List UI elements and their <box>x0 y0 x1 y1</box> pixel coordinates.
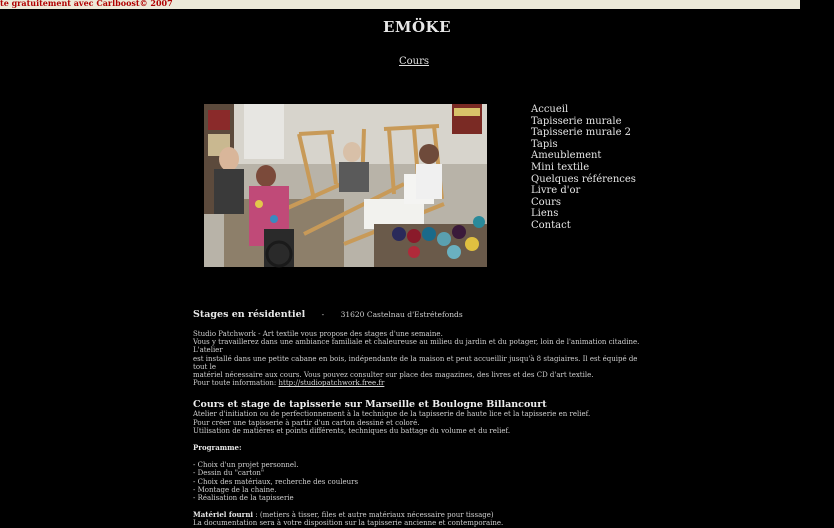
studio-patchwork-link[interactable]: http://studiopatchwork.free.fr <box>278 379 385 388</box>
nav-item-tapisserie-murale-2[interactable]: Tapisserie murale 2 <box>531 127 632 139</box>
stages-title: Stages en résidentiel <box>193 309 306 320</box>
cours-section-link[interactable]: Cours <box>398 56 430 67</box>
main-content <box>193 311 653 528</box>
cours-line: Utilisation de matières et points différents, techniques du battage du volume et du relief. <box>193 426 511 435</box>
main-nav <box>531 104 636 232</box>
nav-item-accueil[interactable]: Accueil <box>531 104 569 115</box>
nav-item-references[interactable]: Quelques références <box>531 173 636 185</box>
stages-location: 31620 Castelnau d'Estrétefonds <box>340 310 463 319</box>
cours-line: Pour créer une tapisserie à partir d'un carton dessiné et coloré. <box>193 418 420 427</box>
stages-line: est installé dans une petite cabane en bois, indépendante de la maison et peut accueillir jusqu'à 8 stagiaires. Il est équipé de tout le <box>193 354 638 371</box>
programme-item: - Réalisation de la tapisserie <box>193 494 294 503</box>
site-title: EMÖKE <box>382 18 452 36</box>
nav-item-tapisserie-murale[interactable]: Tapisserie murale <box>531 115 622 127</box>
stages-paragraph <box>193 330 653 387</box>
programme-item: - Montage de la chaine. <box>193 485 277 494</box>
stages-line: Vous y travaillerez dans une ambiance familiale et chaleureuse au milieu du jardin et du potager, loin de l'animation citadine. L'atelier <box>193 338 640 355</box>
programme-list <box>193 461 653 502</box>
cours-description <box>193 410 653 435</box>
materiel-text: : (metiers à tisser, files et autre matériaux nécessaire pour tissage) <box>255 511 494 520</box>
workshop-photo <box>204 104 487 267</box>
stages-info-line <box>193 379 653 387</box>
nav-item-liens[interactable]: Liens <box>531 208 559 220</box>
nav-item-ameublement[interactable]: Ameublement <box>531 150 602 162</box>
programme-item: - Dessin du "carton" <box>193 469 265 478</box>
documentation-line: La documentation sera à votre disposition sur la tapisserie ancienne et contemporaine. <box>193 519 504 528</box>
stages-separator: - <box>321 310 325 319</box>
hosting-banner-text: te gratuitement avec Carlboost© 2007 <box>0 0 173 8</box>
hosting-banner <box>0 0 800 9</box>
cours-title: Cours et stage de tapisserie sur Marseille et Boulogne Billancourt <box>193 399 547 411</box>
stages-line: Studio Patchwork - Art textile vous propose des stages d'une semaine. <box>193 330 443 338</box>
nav-item-tapis[interactable]: Tapis <box>531 138 558 150</box>
nav-item-contact[interactable]: Contact <box>531 219 571 231</box>
workshop-photo-illustration <box>204 104 487 267</box>
stages-info-prefix: Pour toute information: <box>193 379 277 388</box>
stages-line: matériel nécessaire aux cours. Vous pouvez consulter sur place des magazines, des livres et des CD d'art textile. <box>193 371 594 380</box>
programme-item: - Choix d'un projet personnel. <box>193 461 299 470</box>
programme-item: - Choix des matériaux, recherche des couleurs <box>193 477 359 486</box>
programme-title: Programme: <box>193 443 242 453</box>
nav-item-mini-textile[interactable]: Mini textile <box>531 161 590 173</box>
stages-heading-row <box>193 311 653 325</box>
cours-line: Atelier d'initiation ou de perfectionnement à la technique de la tapisserie de haute lice et la tapisserie en relief. <box>193 410 591 419</box>
materiel-title: Matériel fourni <box>193 510 254 520</box>
nav-item-livre-dor[interactable]: Livre d'or <box>531 185 581 197</box>
nav-item-cours[interactable]: Cours <box>531 196 562 208</box>
